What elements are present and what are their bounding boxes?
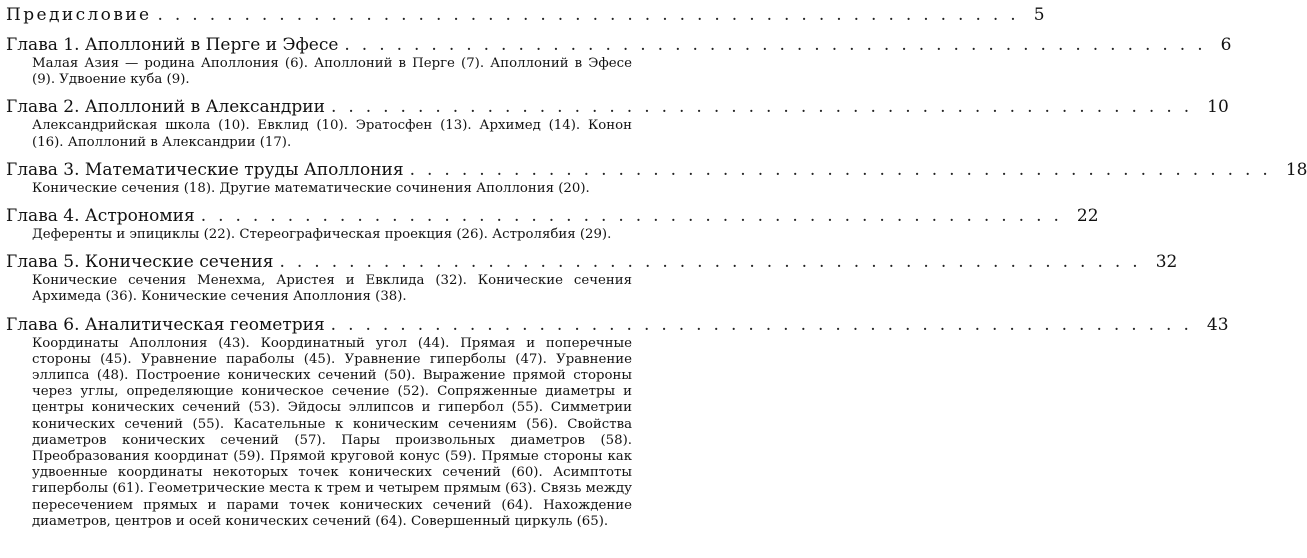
dot-leader: .................................................. — [279, 252, 1150, 273]
toc-preface-row — [6, 4, 1045, 26]
toc-chapter-2 — [6, 96, 1229, 150]
chapter-page-number: 32 — [1155, 252, 1178, 273]
dot-leader: .................................................. — [330, 314, 1201, 335]
toc-chapter-5 — [6, 251, 1178, 305]
chapter-contents: Конические сечения (18). Другие математические сочинения Аполлония (20). — [32, 180, 590, 196]
preface-page-number: 5 — [1033, 5, 1045, 25]
preface-title: Предисловие — [6, 5, 152, 25]
chapter-page-number: 43 — [1206, 314, 1229, 335]
toc-chapter-6 — [6, 314, 1229, 530]
toc-chapter-4 — [6, 205, 1099, 243]
chapter-contents: Александрийская школа (10). Евклид (10). Эратосфен (13). Архимед (14). Конон (16). Аполлоний в Александрии (17). — [32, 118, 632, 150]
dot-leader: .................................................. — [200, 206, 1071, 227]
chapter-heading-row — [6, 159, 1307, 181]
chapter-heading-row — [6, 205, 1099, 227]
chapter-heading-row — [6, 251, 1178, 273]
chapter-page-number: 10 — [1207, 97, 1229, 118]
chapter-title: Глава 3. Математические труды Аполлония — [6, 159, 404, 180]
toc-chapter-3 — [6, 159, 1307, 197]
chapter-page-number: 18 — [1285, 159, 1307, 180]
toc-preface — [6, 4, 1045, 26]
table-of-contents — [6, 4, 1307, 538]
chapter-title: Глава 4. Астрономия — [6, 206, 195, 227]
chapter-page-number: 6 — [1220, 35, 1232, 55]
chapter-title: Глава 6. Аналитическая геометрия — [6, 314, 325, 335]
chapter-contents: Деференты и эпициклы (22). Стереографическая проекция (26). Астролябия (29). — [32, 227, 612, 243]
chapter-contents: Малая Азия — родина Аполлония (6). Аполлоний в Перге (7). Аполлоний в Эфесе (9). Удвоение куба (9). — [32, 56, 632, 88]
chapter-contents: Координаты Аполлония (43). Координатный угол (44). Прямая и поперечные стороны (45). Уравнение параболы (45). Уравнение гиперболы (47). Уравнение эллипса (48). Построение конических сечений (50). Выражение прямой стороны через углы, определяющие коническое сечение (52). Сопряженные диаметры и центры конических сечений (53). Эйдосы эллипсов и гипербол (55). Симметрии конических сечений (55). Касательные к коническим сечениям (56). Свойства диаметров конических сечений (57). Пары произвольных диаметров (58). Преобразования координат (59). Прямой круговой конус (59). Прямые стороны как удвоенные координаты некоторых точек конических сечений (60). Асимптоты гиперболы (61). Геометрические места к трем и четырем прямым (63). Связь между пересечением прямых и парами точек конических сечений (64). Нахождение диаметров, центров и осей конических сечений (64). Совершенный циркуль (65). — [32, 335, 632, 529]
dot-leader: .................................................. — [344, 35, 1215, 55]
chapter-heading-row — [6, 314, 1229, 336]
chapter-page-number: 22 — [1076, 206, 1099, 227]
chapter-title: Глава 5. Конические сечения — [6, 252, 274, 273]
chapter-title: Глава 2. Аполлоний в Александрии — [6, 97, 325, 118]
toc-chapter-1 — [6, 34, 1232, 88]
dot-leader: .................................................. — [157, 5, 1028, 25]
chapter-heading-row — [6, 34, 1232, 56]
dot-leader: .................................................. — [409, 159, 1280, 180]
dot-leader: .................................................. — [330, 97, 1202, 118]
chapter-title: Глава 1. Аполлоний в Перге и Эфесе — [6, 35, 339, 55]
chapter-heading-row — [6, 96, 1229, 118]
chapter-contents: Конические сечения Менехма, Аристея и Евклида (32). Конические сечения Архимеда (36). Конические сечения Аполлония (38). — [32, 273, 632, 305]
